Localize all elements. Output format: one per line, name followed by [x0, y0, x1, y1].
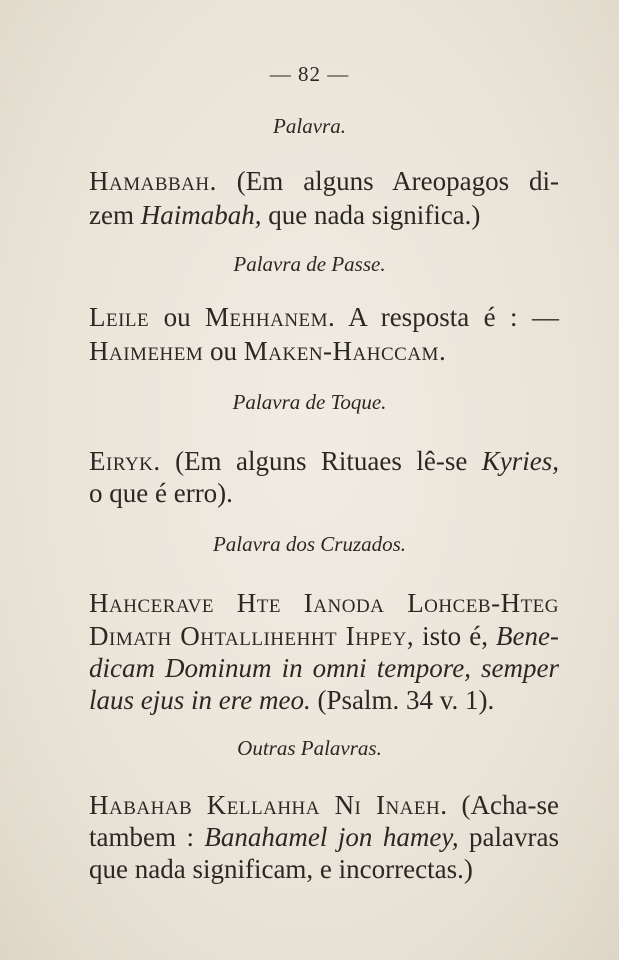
text-span: isto é,: [414, 621, 497, 651]
term: Haimehem: [89, 336, 204, 366]
text-line: [89, 653, 559, 684]
section-heading-palavra-de-toque: Palavra de Toque.: [232, 390, 387, 414]
text-span: (Em alguns Rituaes lê-se: [160, 446, 482, 476]
term: Maken-Hahccam.: [243, 336, 447, 366]
term: Mehhanem.: [205, 302, 336, 332]
text-span: (Psalm. 34 v. 1).: [310, 685, 495, 715]
text-line: [89, 854, 559, 885]
text-line: [89, 588, 559, 619]
text-span: ou: [149, 302, 206, 332]
text-line: [89, 478, 559, 509]
text-span: o que é erro).: [89, 478, 233, 508]
italic-term: Kyries,: [481, 446, 559, 476]
term: Habahab Kellahha Ni Inaeh.: [89, 790, 448, 820]
text-line: [89, 685, 559, 716]
text-span: palavras: [458, 822, 559, 852]
italic-term: Bene-: [496, 621, 559, 651]
text-line: [89, 166, 559, 197]
text-line: [89, 336, 559, 367]
text-span: A resposta é : —: [335, 302, 560, 332]
text-line: [89, 621, 559, 652]
italic-term: Haimabah,: [140, 200, 262, 230]
text-line: [89, 302, 559, 333]
italic-term: Banahamel jon hamey,: [204, 822, 459, 852]
section-heading-palavra: Palavra.: [273, 114, 346, 138]
text-line: [89, 822, 559, 853]
text-span: ou: [203, 336, 244, 366]
term: Eiryk.: [89, 446, 161, 476]
text-span: zem: [89, 200, 141, 230]
text-span: tambem :: [89, 822, 205, 852]
term: Leile: [89, 302, 150, 332]
section-heading-palavra-de-passe: Palavra de Passe.: [233, 252, 386, 276]
italic-text: laus ejus in ere meo.: [89, 685, 311, 715]
text-span: que nada significam, e incorrectas.): [89, 854, 473, 884]
text-line: [89, 790, 559, 821]
page-number: — 82 —: [269, 62, 350, 86]
text-span: que nada significa.): [261, 200, 481, 230]
term: Hamabbah.: [89, 166, 217, 196]
text-span: (Em alguns Areopagos di-: [216, 166, 559, 196]
text-line: [89, 200, 559, 231]
italic-text: dicam Dominum in omni tempore, semper: [89, 653, 559, 683]
term: Dimath Ohtallihehht Ihpey,: [89, 621, 415, 651]
term: Hahcerave Hte Ianoda Lohceb-Hteg: [89, 588, 559, 618]
section-heading-outras-palavras: Outras Palavras.: [237, 736, 382, 760]
section-heading-palavra-dos-cruzados: Palavra dos Cruzados.: [212, 532, 407, 556]
text-span: (Acha-se: [447, 790, 559, 820]
text-line: [89, 446, 559, 477]
